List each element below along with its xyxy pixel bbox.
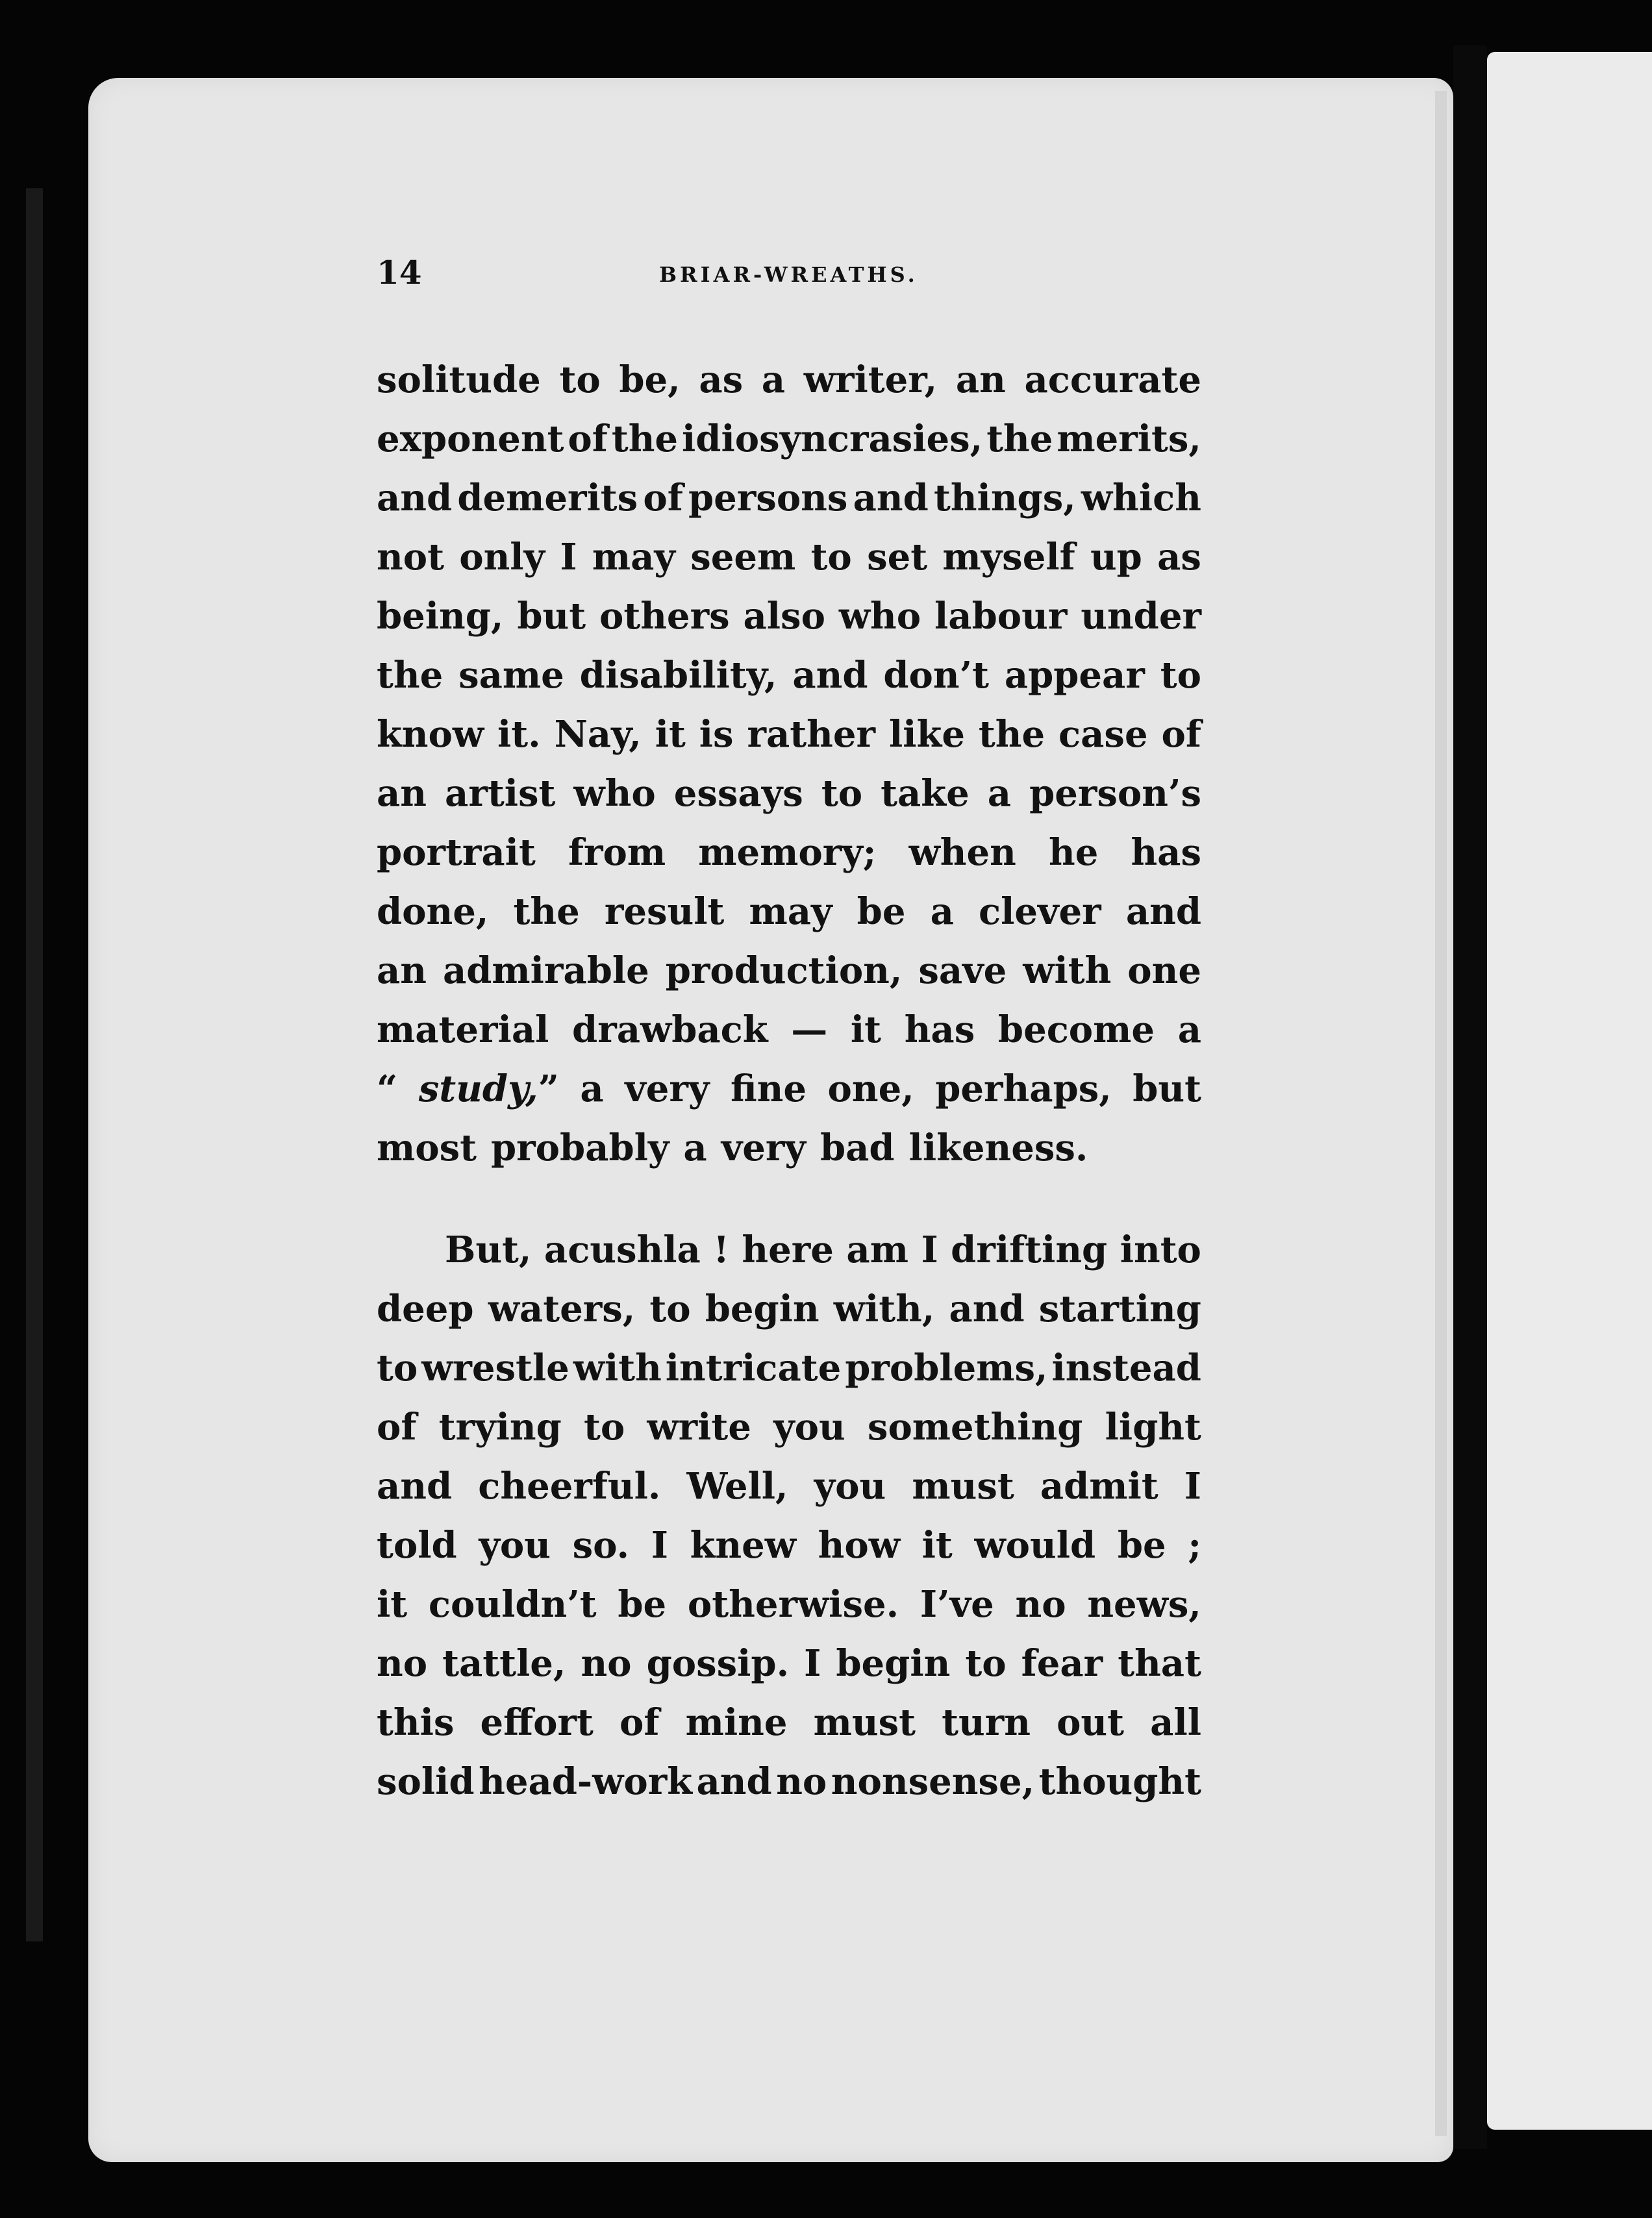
word: to <box>559 358 601 401</box>
word: that <box>1118 1642 1201 1685</box>
word: thought <box>1038 1760 1201 1803</box>
word: how <box>818 1524 900 1567</box>
word: who <box>573 772 656 815</box>
word: become <box>997 1008 1155 1051</box>
word: out <box>1057 1701 1125 1744</box>
word: it <box>377 1583 408 1626</box>
word: to <box>810 536 852 579</box>
word: an <box>955 358 1006 401</box>
text-line <box>377 1221 1201 1280</box>
word: wrestle <box>421 1347 569 1389</box>
word: mine <box>685 1701 788 1744</box>
word: who <box>838 595 921 638</box>
word: an <box>377 949 427 992</box>
word: idiosyncrasies, <box>682 417 983 460</box>
word: deep <box>377 1288 474 1330</box>
word: labour <box>934 595 1068 638</box>
word: the <box>986 417 1053 460</box>
word: don’t <box>883 654 989 697</box>
word: bad <box>820 1127 895 1169</box>
word: ! <box>713 1228 729 1271</box>
word: couldn’t <box>428 1583 597 1626</box>
word: save <box>918 949 1007 992</box>
text-line <box>377 1516 1201 1575</box>
word: take <box>881 772 970 815</box>
word: but <box>1133 1067 1201 1110</box>
word: same <box>458 654 564 697</box>
word: of <box>643 477 683 519</box>
text-line <box>377 410 1201 469</box>
word: otherwise. <box>687 1583 899 1626</box>
word: and <box>792 654 868 697</box>
word: am <box>846 1228 908 1271</box>
word: of <box>568 417 608 460</box>
word: it <box>850 1008 882 1051</box>
page-edge-shadow <box>1435 91 1447 2136</box>
text-line <box>377 528 1201 587</box>
word: with <box>573 1347 662 1389</box>
word: one, <box>827 1067 914 1110</box>
word: like <box>888 713 965 756</box>
word: it <box>921 1524 953 1567</box>
word: nonsense, <box>831 1760 1035 1803</box>
word: this <box>377 1701 455 1744</box>
word: turn <box>942 1701 1031 1744</box>
word: probably <box>491 1127 670 1169</box>
word: Well, <box>686 1465 788 1508</box>
word: fine <box>730 1067 807 1110</box>
word: I <box>1184 1465 1201 1508</box>
word: merits, <box>1057 417 1201 460</box>
word: others <box>599 595 730 638</box>
facing-page-edge <box>1487 52 1652 2130</box>
word: when <box>908 831 1016 874</box>
word: is <box>699 713 734 756</box>
word: of <box>620 1701 660 1744</box>
word: a <box>580 1067 604 1110</box>
word: head-work <box>479 1760 692 1803</box>
text-line <box>377 1060 1201 1119</box>
word: the <box>377 654 444 697</box>
word: the <box>978 713 1045 756</box>
word: portrait <box>377 831 536 874</box>
text-line <box>377 1339 1201 1398</box>
word: tattle, <box>442 1642 566 1685</box>
word: solid <box>377 1760 475 1803</box>
word: it. <box>497 713 541 756</box>
word: starting <box>1038 1288 1201 1330</box>
word: I <box>804 1642 821 1685</box>
word: instead <box>1051 1347 1201 1389</box>
word: fear <box>1021 1642 1103 1685</box>
text-line <box>377 1457 1201 1516</box>
text-line <box>377 882 1201 941</box>
text-line <box>377 351 1201 410</box>
word: I’ve <box>920 1583 994 1626</box>
word: begin <box>705 1288 820 1330</box>
text-line <box>377 764 1201 823</box>
word: you <box>773 1406 845 1449</box>
word: must <box>912 1465 1014 1508</box>
word: begin <box>836 1642 951 1685</box>
word: you <box>814 1465 886 1508</box>
word: I <box>921 1228 938 1271</box>
page-gutter <box>1453 45 1487 2149</box>
word: to <box>649 1288 691 1330</box>
word: memory; <box>698 831 877 874</box>
word: essays <box>673 772 803 815</box>
word: ; <box>1188 1524 1201 1567</box>
word: would <box>974 1524 1096 1567</box>
word: and <box>377 477 453 519</box>
text-line <box>377 1575 1201 1634</box>
word: likeness. <box>908 1127 1088 1169</box>
word: study,” <box>418 1067 559 1110</box>
word: has <box>904 1008 975 1051</box>
word: told <box>377 1524 457 1567</box>
word: to <box>1160 654 1201 697</box>
word: all <box>1150 1701 1201 1744</box>
word: cheerful. <box>478 1465 661 1508</box>
word: under <box>1081 595 1201 638</box>
word: only <box>459 536 545 579</box>
word: result <box>604 890 725 933</box>
word: be <box>618 1583 667 1626</box>
word: to <box>583 1406 625 1449</box>
word: so. <box>572 1524 630 1567</box>
word: — <box>791 1008 828 1051</box>
word: appear <box>1004 654 1145 697</box>
word: it <box>655 713 686 756</box>
word: be <box>1117 1524 1166 1567</box>
word: effort <box>480 1701 594 1744</box>
text-line <box>377 587 1201 646</box>
word: waters, <box>488 1288 636 1330</box>
word: has <box>1131 831 1201 874</box>
word: writer, <box>803 358 938 401</box>
word: most <box>377 1127 477 1169</box>
text-line <box>377 646 1201 705</box>
word: But, <box>445 1228 532 1271</box>
word: with, <box>833 1288 935 1330</box>
running-title: BRIAR-WREATHS. <box>659 262 918 287</box>
text-line <box>377 1001 1201 1060</box>
word: and <box>696 1760 772 1803</box>
word: person’s <box>1029 772 1201 815</box>
word: a <box>930 890 954 933</box>
word: knew <box>690 1524 796 1567</box>
text-line <box>377 705 1201 764</box>
word: and <box>1125 890 1201 933</box>
word: and <box>853 477 929 519</box>
word: must <box>813 1701 916 1744</box>
word: to <box>821 772 863 815</box>
word: being, <box>377 595 504 638</box>
word: material <box>377 1008 549 1051</box>
word: set <box>867 536 928 579</box>
word: very <box>625 1067 710 1110</box>
word: light <box>1105 1406 1201 1449</box>
word: done, <box>377 890 489 933</box>
word: be, <box>619 358 681 401</box>
running-head <box>377 247 1266 299</box>
word: also <box>743 595 825 638</box>
word: an <box>377 772 427 815</box>
text-line <box>377 1398 1201 1457</box>
word: a <box>987 772 1012 815</box>
word: of <box>377 1406 417 1449</box>
word: intricate <box>665 1347 842 1389</box>
word: no <box>377 1642 428 1685</box>
text-line <box>377 1280 1201 1339</box>
word: and <box>949 1288 1025 1330</box>
word: very <box>721 1127 806 1169</box>
text-line <box>377 823 1201 882</box>
word: one <box>1127 949 1201 992</box>
word: solitude <box>377 358 541 401</box>
paragraph-2 <box>377 1221 1201 1812</box>
word: “ <box>377 1067 398 1110</box>
word: rather <box>747 713 876 756</box>
word: from <box>568 831 666 874</box>
word: of <box>1161 713 1201 756</box>
paragraph-1 <box>377 351 1201 1178</box>
text-line <box>377 1119 1201 1178</box>
word: but <box>517 595 586 638</box>
word: no <box>581 1642 632 1685</box>
word: know <box>377 713 484 756</box>
page-number: 14 <box>377 253 422 292</box>
word: be <box>857 890 906 933</box>
word: Nay, <box>554 713 642 756</box>
word: as <box>699 358 744 401</box>
word: a <box>1177 1008 1201 1051</box>
word: no <box>1015 1583 1066 1626</box>
word: gossip. <box>646 1642 790 1685</box>
word: not <box>377 536 444 579</box>
word: I <box>651 1524 668 1567</box>
word: may <box>592 536 675 579</box>
word: and <box>377 1465 453 1508</box>
word: production, <box>665 949 903 992</box>
word: write <box>647 1406 751 1449</box>
word: persons <box>688 477 848 519</box>
word: something <box>867 1406 1083 1449</box>
text-line <box>377 1693 1201 1752</box>
word: here <box>742 1228 834 1271</box>
word: admit <box>1040 1465 1158 1508</box>
book-binding-edge <box>26 188 43 1941</box>
word: drawback <box>572 1008 768 1051</box>
word: you <box>479 1524 551 1567</box>
text-line <box>377 1752 1201 1812</box>
word: he <box>1048 831 1099 874</box>
word: into <box>1120 1228 1201 1271</box>
word: clever <box>979 890 1101 933</box>
text-line <box>377 469 1201 528</box>
word: trying <box>438 1406 562 1449</box>
word: a <box>761 358 786 401</box>
word: case <box>1058 713 1148 756</box>
word: demerits <box>457 477 638 519</box>
word: may <box>749 890 832 933</box>
word: perhaps, <box>935 1067 1112 1110</box>
word: drifting <box>951 1228 1108 1271</box>
word: which <box>1081 477 1201 519</box>
word: news, <box>1087 1583 1201 1626</box>
word: exponent <box>377 417 564 460</box>
word: accurate <box>1024 358 1201 401</box>
word: I <box>560 536 577 579</box>
word: seem <box>690 536 796 579</box>
word: things, <box>933 477 1076 519</box>
word: a <box>683 1127 707 1169</box>
word: the <box>611 417 679 460</box>
word: disability, <box>579 654 777 697</box>
word: acushla <box>544 1228 701 1271</box>
word: problems, <box>845 1347 1048 1389</box>
word: no <box>776 1760 827 1803</box>
word: admirable <box>442 949 649 992</box>
word: up <box>1090 536 1142 579</box>
word: myself <box>942 536 1075 579</box>
word: to <box>377 1347 418 1389</box>
word: with <box>1023 949 1112 992</box>
word: to <box>965 1642 1007 1685</box>
text-line <box>377 1634 1201 1693</box>
word: as <box>1157 536 1201 579</box>
word: artist <box>445 772 556 815</box>
text-line <box>377 941 1201 1001</box>
word: the <box>513 890 580 933</box>
